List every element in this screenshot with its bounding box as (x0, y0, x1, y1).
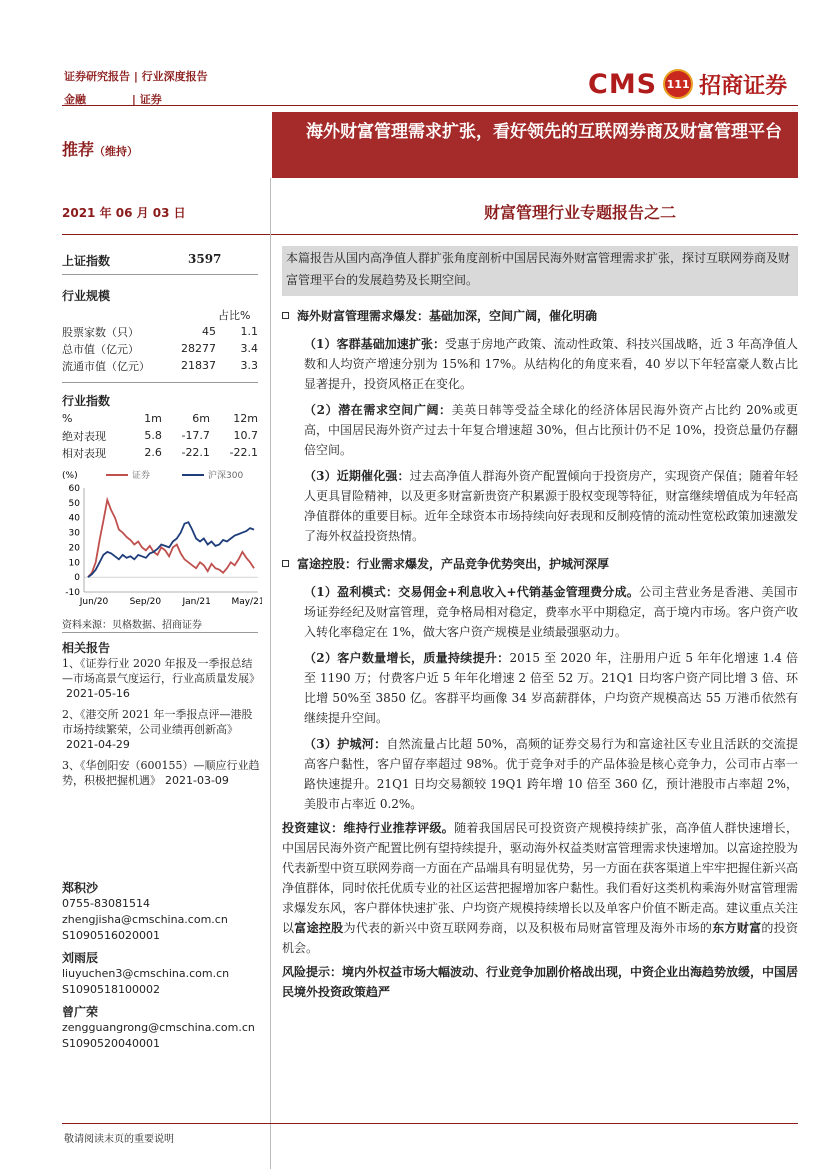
perf-title: 行业指数 (62, 394, 111, 408)
analyst-card (62, 880, 267, 944)
analyst-cert: S1090518100002 (62, 983, 160, 996)
series-line-证券 (88, 500, 254, 577)
analyst-phone: 0755-83081514 (62, 897, 150, 910)
related-report-title: 2、《港交所 2021 年一季报点评—港股市场持续繁荣，公司业绩再创新高》 (62, 708, 253, 736)
y-tick-label: -10 (65, 588, 80, 598)
scale-value: 28277 (181, 342, 216, 355)
scale-label: 总市值（亿元） (62, 342, 139, 356)
perf-value: -22.1 (181, 446, 210, 459)
paragraph-1: （1）客群基础加速扩张：受惠于房地产政策、流动性政策、科技兴国战略，近 3 年高净值人数和人均资产增速分别为 15%和 17%。从结构化的角度来看，40 岁以下年轻富豪人数占比显著提升，投资风格正在变化。 (304, 337, 798, 391)
related-list (62, 656, 262, 794)
analyst-email[interactable]: zengguangrong@cmschina.com.cn (62, 1021, 255, 1034)
report-type: 证券研究报告 | 行业深度报告 (64, 70, 208, 83)
related-report-date: 2021-03-09 (165, 774, 229, 787)
scale-label: 股票家数（只） (62, 325, 139, 339)
perf-header-cell: 12m (233, 412, 258, 425)
y-tick-label: 30 (68, 528, 80, 539)
perf-header-row (62, 410, 258, 427)
index-label: 上证指数 (62, 254, 111, 268)
analyst-email[interactable]: liuyuchen3@cmschina.com.cn (62, 967, 230, 980)
x-tick-label: Jun/20 (79, 597, 109, 607)
checkbox-bullet-icon (282, 560, 289, 567)
analyst-name: 郑积沙 (62, 881, 99, 895)
scale-row (62, 340, 258, 357)
footer-note: 敬请阅读末页的重要说明 (64, 1134, 174, 1145)
perf-table (62, 410, 258, 461)
analyst-cert: S1090520040001 (62, 1037, 160, 1050)
perf-value: 5.8 (144, 429, 162, 442)
sidebar-separator (62, 274, 258, 275)
rating-sub: （维持） (94, 145, 139, 158)
perf-label: 绝对表现 (62, 429, 106, 443)
scale-table (62, 323, 258, 374)
performance-chart (62, 468, 262, 608)
sidebar-separator (62, 632, 258, 633)
risk-warning: 风险提示：境内外权益市场大幅波动、行业竞争加剧价格战出现，中资企业出海趋势放缓，中国居民境外投资政策趋严 (282, 965, 799, 999)
index-value: 3597 (188, 252, 222, 266)
related-report-title: 1、《证券行业 2020 年报及一季报总结—市场高景气度运行，行业高质量发展》 (62, 657, 260, 685)
analyst-cert: S1090516020001 (62, 929, 160, 942)
perf-row (62, 444, 258, 461)
related-report-date: 2021-04-29 (66, 738, 130, 751)
subtitle-rule (62, 234, 798, 235)
related-report-item[interactable] (62, 656, 262, 701)
analyst-name: 曾广荣 (62, 1005, 99, 1019)
chart-ylabel: (%) (62, 471, 78, 481)
scale-pct: 1.1 (240, 325, 258, 338)
legend-label: 沪深300 (208, 471, 244, 481)
perf-header-cell: % (62, 412, 73, 425)
paragraph-3: （3）近期催化强：过去高净值人群海外资产配置倾向于投资房产，实现资产保值；随着年轻人更具冒险精神，以及更多财富新贵资产积累源于股权变现等特征，财富继续增值成为年轻高净值群体的重要目标。近年全球资本市场持续向好表现和反制疫情的流动性宽松政策加速激发了海外权益投资热情。 (304, 469, 798, 543)
scale-value: 21837 (181, 359, 216, 372)
report-subtitle: 财富管理行业专题报告之二 (483, 203, 676, 222)
y-tick-label: 20 (68, 543, 80, 554)
related-report-item[interactable] (62, 707, 262, 752)
scale-value: 45 (202, 325, 216, 338)
logo-cms-text: CMS (588, 68, 658, 100)
report-title: 海外财富管理需求扩张，看好领先的互联网券商及财富管理平台 (272, 112, 798, 178)
sidebar-separator (62, 382, 258, 383)
scale-label: 流通市值（亿元） (62, 359, 150, 373)
analyst-list (62, 880, 267, 1058)
report-date: 2021 年 06 月 03 日 (62, 206, 186, 220)
paragraph-5: （2）客户数量增长，质量持续提升：2015 至 2020 年，注册用户近 5 年年化增速 1.4 倍至 1190 万；付费客户近 5 年年化增速 2 倍至 52 万。21Q1 日均客户资产同比增 3 倍、环比增 50%至 3850 亿。客群平均画像 34 岁高薪群体，户均资产规模高达 55 万港币依然有继续提升空间。 (304, 651, 799, 725)
y-tick-label: 50 (68, 498, 80, 509)
industry-level1: 金融 (64, 93, 86, 106)
chart-source: 资料来源：贝格数据、招商证券 (62, 620, 202, 631)
related-report-item[interactable] (62, 758, 262, 788)
analyst-name: 刘雨辰 (62, 951, 99, 965)
paragraph-4: （1）盈利模式：交易佣金+利息收入+代销基金管理费分成。公司主营业务是香港、美国市场证券经纪及财富管理，竞争格局相对稳定，费率水平中期稳定，高于境内市场。客户资产收入转化率稳定在 1%，做大客户资产规模是业绩最强驱动力。 (304, 585, 798, 639)
section-heading-1: 海外财富管理需求爆发：基础加深，空间广阔，催化明确 (282, 306, 798, 326)
analyst-card (62, 1004, 267, 1052)
main-body (282, 306, 798, 1002)
rating (62, 137, 138, 160)
perf-header-cell: 6m (192, 412, 210, 425)
scale-title: 行业规模 (62, 289, 111, 303)
y-tick-label: 0 (74, 573, 80, 584)
scale-row (62, 357, 258, 374)
y-tick-label: 60 (68, 484, 80, 494)
cms-logo (588, 66, 787, 102)
x-tick-label: Sep/20 (129, 597, 162, 607)
analyst-card (62, 950, 267, 998)
related-title: 相关报告 (62, 641, 111, 655)
scale-pct: 3.3 (240, 359, 258, 372)
x-tick-label: May/21 (231, 597, 262, 607)
related-report-title: 3、《华创阳安（600155）—顺应行业趋势，积极把握机遇》 (62, 759, 260, 787)
investment-advice: 投资建议：维持行业推荐评级。随着我国居民可投资资产规模持续扩张，高净值人群快速增长，中国居民海外资产配置比例有望持续提升，驱动海外权益类财富管理需求快速增加。以富途控股为代表新型中资互联网券商一方面在产品端具有明显优势，另一方面在获客渠道上牢牢把握住新兴高净值群体，同时依托优质专业的社区运营把握增加客户黏性。我们看好这类机构乘海外财富管理需求爆发东风，客户群体快速扩张、户均资产规模持续增长以及单客户价值不断走高。建议重点关注以富途控股为代表的新兴中资互联网券商，以及积极布局财富管理及海外市场的东方财富的投资机会。 (282, 821, 799, 955)
scale-header: 占比% (218, 309, 251, 322)
perf-row (62, 427, 258, 444)
industry-level2: | 证券 (131, 93, 162, 106)
header-rule (62, 105, 798, 106)
logo-cn-text: 招商证券 (699, 72, 788, 99)
summary-box: 本篇报告从国内高净值人群扩张角度剖析中国居民海外财富管理需求扩张，探讨互联网券商及财富管理平台的发展趋势及长期空间。 (282, 246, 798, 296)
checkbox-bullet-icon (282, 312, 289, 319)
column-divider (270, 178, 271, 1169)
scale-pct: 3.4 (240, 342, 258, 355)
related-report-date: 2021-05-16 (66, 687, 130, 700)
perf-value: -17.7 (181, 429, 210, 442)
y-tick-label: 40 (68, 513, 80, 524)
section-heading-2: 富途控股：行业需求爆发，产品竞争优势突出，护城河深厚 (282, 554, 798, 574)
scale-row (62, 323, 258, 340)
analyst-email[interactable]: zhengjisha@cmschina.com.cn (62, 913, 228, 926)
legend-label: 证券 (132, 471, 151, 481)
footer-rule (62, 1123, 798, 1124)
perf-value: -22.1 (229, 446, 258, 459)
paragraph-6: （3）护城河：自然流量占比超 50%，高频的证券交易行为和富途社区专业且活跃的交流提高客户黏性，客户留存率超过 98%。优于竞争对手的产品体验是核心竞争力，公司市占率一路快速提升。21Q1 日均交易额较 19Q1 跨年增 10 倍至 360 亿，预计港股市占率超 2%，美股市占率近 0.2%。 (304, 737, 798, 811)
logo-mark-icon: 111 (663, 69, 693, 99)
perf-value: 10.7 (233, 429, 258, 442)
rating-main: 推荐 (62, 140, 95, 159)
perf-label: 相对表现 (62, 446, 106, 460)
perf-header-cell: 1m (144, 412, 162, 425)
perf-value: 2.6 (144, 446, 162, 459)
paragraph-2: （2）潜在需求空间广阔：美英日韩等受益全球化的经济体居民海外资产占比约 20%或更高，中国居民海外资产过去十年复合增速超 30%，但占比预计仍不足 10%，投资总量仍存翻倍空间。 (304, 403, 798, 457)
x-tick-label: Jan/21 (182, 597, 211, 607)
y-tick-label: 10 (68, 558, 80, 569)
